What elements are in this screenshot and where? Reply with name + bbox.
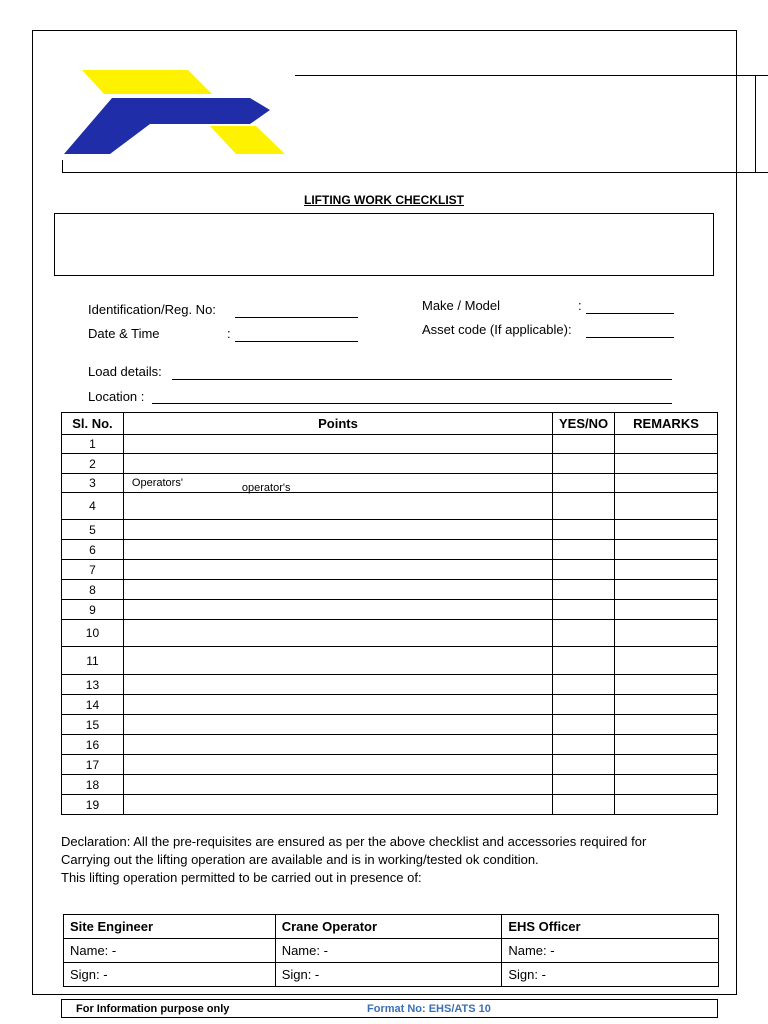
asset-code-label: Asset code (If applicable):: [422, 322, 572, 337]
row-remarks-cell[interactable]: [615, 755, 718, 775]
row-yesno-cell[interactable]: [553, 493, 615, 520]
signature-name-row: [64, 939, 719, 963]
table-row: [62, 520, 718, 540]
table-row: [62, 474, 718, 493]
location-field[interactable]: [152, 403, 672, 404]
id-reg-label: Identification/Reg. No:: [88, 302, 216, 317]
row-number: 7: [62, 560, 124, 580]
table-row: [62, 560, 718, 580]
row-number: 9: [62, 600, 124, 620]
row-remarks-cell[interactable]: [615, 647, 718, 675]
table-row: [62, 454, 718, 474]
table-row: [62, 540, 718, 560]
row-point[interactable]: [123, 560, 552, 580]
signature-sign-row: [64, 963, 719, 987]
row-number: 13: [62, 675, 124, 695]
header-line-bottom: [62, 172, 768, 173]
id-reg-field[interactable]: [235, 317, 358, 318]
row-number: 8: [62, 580, 124, 600]
row-remarks-cell[interactable]: [615, 540, 718, 560]
table-row: [62, 493, 718, 520]
footer-info-text: For Information purpose only: [76, 1003, 230, 1015]
name-field-ehs-officer[interactable]: Name: -: [502, 939, 719, 963]
row-point[interactable]: [123, 620, 552, 647]
header-left-tick: [62, 160, 63, 173]
signature-header-row: [64, 915, 719, 939]
row-remarks-cell[interactable]: [615, 600, 718, 620]
date-time-colon: :: [227, 326, 231, 341]
table-row: [62, 647, 718, 675]
declaration-line-2: Carrying out the lifting operation are available and is in working/tested ok condition.: [61, 852, 539, 867]
info-box[interactable]: [54, 213, 714, 276]
row-yesno-cell[interactable]: [553, 560, 615, 580]
row-point[interactable]: [123, 675, 552, 695]
table-row: [62, 795, 718, 815]
table-row: [62, 715, 718, 735]
checklist-table: [61, 412, 718, 815]
row-number: 15: [62, 715, 124, 735]
row-yesno-cell[interactable]: [553, 435, 615, 454]
make-model-field[interactable]: [586, 313, 674, 314]
logo-bottom-bar: [210, 126, 285, 154]
load-details-label: Load details:: [88, 364, 162, 379]
row-yesno-cell[interactable]: [553, 647, 615, 675]
col-header-remarks: REMARKS: [615, 413, 718, 435]
row-number: 2: [62, 454, 124, 474]
row-number: 6: [62, 540, 124, 560]
row-point[interactable]: [123, 647, 552, 675]
row-remarks-cell[interactable]: [615, 493, 718, 520]
checklist-header-row: [62, 413, 718, 435]
row-point[interactable]: [123, 482, 552, 520]
row-point[interactable]: [123, 435, 552, 454]
date-time-label: Date & Time: [88, 326, 160, 341]
row-number: 5: [62, 520, 124, 540]
row-number: 19: [62, 795, 124, 815]
row-point-text: Operators': [131, 477, 183, 489]
row-yesno-cell[interactable]: [553, 580, 615, 600]
col-header-points: Points: [123, 413, 552, 435]
company-logo: [60, 68, 290, 158]
row-point[interactable]: [123, 735, 552, 755]
row-yesno-cell[interactable]: [553, 474, 615, 493]
row-yesno-cell[interactable]: [553, 775, 615, 795]
row-remarks-cell[interactable]: [615, 795, 718, 815]
footer: [61, 999, 718, 1018]
row-point[interactable]: [123, 715, 552, 735]
row-number: 11: [62, 647, 124, 675]
declaration: [61, 833, 741, 887]
row-remarks-cell[interactable]: [615, 580, 718, 600]
row-yesno-cell[interactable]: [553, 715, 615, 735]
header-right-tick: [755, 75, 756, 173]
format-number: Format No: EHS/ATS 10: [367, 1003, 491, 1015]
name-field-site-engineer[interactable]: Name: -: [64, 939, 276, 963]
row-point[interactable]: [123, 474, 552, 493]
table-row: [62, 620, 718, 647]
row-remarks-cell[interactable]: [615, 675, 718, 695]
row-remarks-cell[interactable]: [615, 560, 718, 580]
row-yesno-cell[interactable]: [553, 795, 615, 815]
col-header-yesno: YES/NO: [553, 413, 615, 435]
sign-field-site-engineer[interactable]: Sign: -: [64, 963, 276, 987]
asset-code-field[interactable]: [586, 337, 674, 338]
make-model-colon: :: [578, 298, 582, 313]
row-number: 3: [62, 474, 124, 493]
row-remarks-cell[interactable]: [615, 520, 718, 540]
row-point[interactable]: [123, 540, 552, 560]
row-yesno-cell[interactable]: [553, 735, 615, 755]
row-yesno-cell[interactable]: [553, 620, 615, 647]
name-field-crane-operator[interactable]: Name: -: [275, 939, 502, 963]
role-site-engineer: Site Engineer: [64, 915, 276, 939]
declaration-line-1: Declaration: All the pre-requisites are ensured as per the above checklist and accessories required for: [61, 834, 647, 849]
row-number: 14: [62, 695, 124, 715]
table-row: [62, 600, 718, 620]
sign-field-ehs-officer[interactable]: Sign: -: [502, 963, 719, 987]
table-row: [62, 695, 718, 715]
table-row: [62, 775, 718, 795]
row-number: 17: [62, 755, 124, 775]
row-yesno-cell[interactable]: [553, 520, 615, 540]
role-crane-operator: Crane Operator: [275, 915, 502, 939]
row-yesno-cell[interactable]: [553, 695, 615, 715]
table-row: [62, 435, 718, 454]
row-point[interactable]: [123, 795, 552, 815]
row-point[interactable]: [123, 454, 552, 474]
row-number: 10: [62, 620, 124, 647]
row-remarks-cell[interactable]: [615, 620, 718, 647]
row-remarks-cell[interactable]: [615, 474, 718, 493]
row-remarks-cell[interactable]: [615, 454, 718, 474]
row-yesno-cell[interactable]: [553, 454, 615, 474]
table-row: [62, 735, 718, 755]
location-label: Location :: [88, 389, 145, 404]
declaration-line-3: This lifting operation permitted to be carried out in presence of:: [61, 870, 422, 885]
sign-field-crane-operator[interactable]: Sign: -: [275, 963, 502, 987]
row-point[interactable]: [123, 755, 552, 775]
col-header-sl: Sl. No.: [62, 413, 124, 435]
date-time-field[interactable]: [235, 341, 358, 342]
row-point-text: operator's: [241, 482, 291, 494]
row-yesno-cell[interactable]: [553, 600, 615, 620]
logo-top-bar: [82, 70, 212, 94]
row-remarks-cell[interactable]: [615, 735, 718, 755]
row-number: 16: [62, 735, 124, 755]
table-row: [62, 675, 718, 695]
table-row: [62, 755, 718, 775]
role-ehs-officer: EHS Officer: [502, 915, 719, 939]
table-row: [62, 580, 718, 600]
row-remarks-cell[interactable]: [615, 775, 718, 795]
row-remarks-cell[interactable]: [615, 435, 718, 454]
signature-table: [63, 914, 719, 987]
row-number: 4: [62, 493, 124, 520]
row-remarks-cell[interactable]: [615, 695, 718, 715]
row-point[interactable]: [123, 775, 552, 795]
make-model-label: Make / Model: [422, 298, 501, 313]
row-point[interactable]: [123, 600, 552, 620]
row-point[interactable]: [123, 520, 552, 540]
row-yesno-cell[interactable]: [553, 675, 615, 695]
load-details-field[interactable]: [172, 379, 672, 380]
form-title: LIFTING WORK CHECKLIST: [304, 193, 464, 207]
row-yesno-cell[interactable]: [553, 540, 615, 560]
row-number: 18: [62, 775, 124, 795]
row-remarks-cell[interactable]: [615, 715, 718, 735]
row-point[interactable]: [123, 695, 552, 715]
row-yesno-cell[interactable]: [553, 755, 615, 775]
row-point[interactable]: [123, 580, 552, 600]
row-number: 1: [62, 435, 124, 454]
header-line-top: [295, 75, 768, 76]
